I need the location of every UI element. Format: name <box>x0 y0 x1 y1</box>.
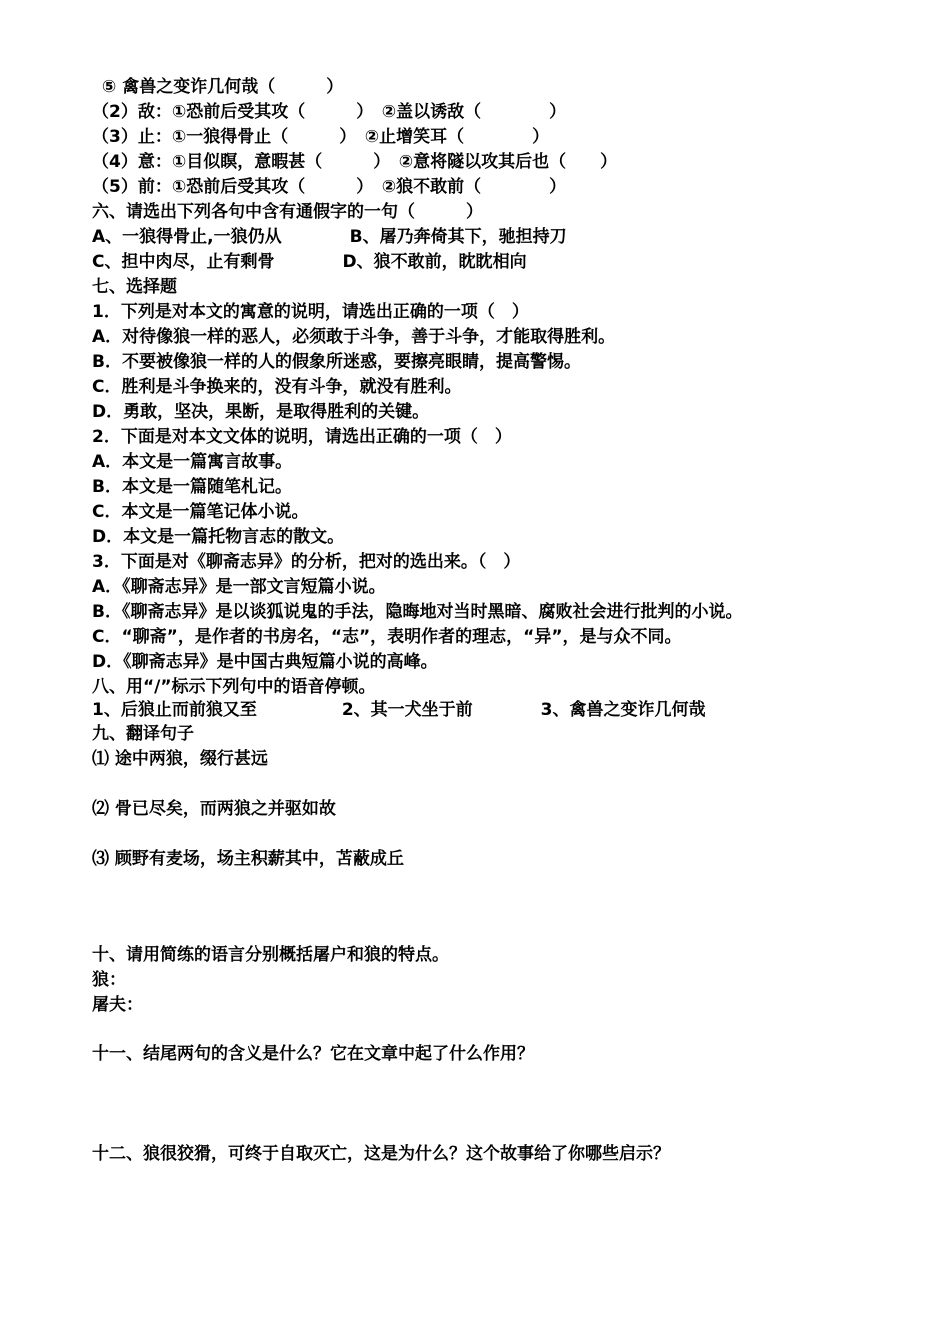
translate-sentence-2: ⑵ 骨已尽矣，而两狼之并驱如故 <box>92 799 336 819</box>
q3-option-b: B．《聊斋志异》是以谈狐说鬼的手法，隐晦地对当时黑暗、腐败社会进行批判的小说。 <box>92 602 743 622</box>
section-11-heading: 十一、结尾两句的含义是什么？它在文章中起了什么作用？ <box>92 1044 534 1064</box>
translate-sentence-1: ⑴ 途中两狼，缀行甚远 <box>92 749 268 769</box>
q2-option-d: D．本文是一篇托物言志的散文。 <box>92 527 345 547</box>
item-yi: （4）意：①目似瞑，意暇甚（ ） ②意将隧以攻其后也（ ） <box>92 152 618 172</box>
item-5-qinshou: ⑤ 禽兽之变诈几何哉（ ） <box>96 77 344 97</box>
wolf-label: 狼： <box>92 970 126 990</box>
section-6-options-cd: C、担中肉尽，止有剩骨 D、狼不敢前，眈眈相向 <box>92 252 527 272</box>
q2-option-b: B．本文是一篇随笔札记。 <box>92 477 292 497</box>
butcher-label: 屠夫： <box>92 995 143 1015</box>
q1-option-a: A．对待像狼一样的恶人，必须敢于斗争，善于斗争，才能取得胜利。 <box>92 327 616 347</box>
section-6-options-ab: A、一狼得骨止,一狼仍从 B、屠乃奔倚其下，驰担持刀 <box>92 227 567 247</box>
section-7-heading: 七、选择题 <box>92 277 177 297</box>
section-9-heading: 九、翻译句子 <box>92 724 194 744</box>
section-12-heading: 十二、狼很狡猾，可终于自取灭亡，这是为什么？这个故事给了你哪些启示？ <box>92 1144 670 1164</box>
q2-prompt: 2．下面是对本文文体的说明，请选出正确的一项（ ） <box>92 427 512 447</box>
q1-option-d: D．勇敢，坚决，果断，是取得胜利的关键。 <box>92 402 430 422</box>
q3-option-d: D．《聊斋志异》是中国古典短篇小说的高峰。 <box>92 652 438 672</box>
q1-option-c: C．胜利是斗争换来的，没有斗争，就没有胜利。 <box>92 377 462 397</box>
item-zhi: （3）止：①一狼得骨止（ ） ②止增笑耳（ ） <box>92 127 550 147</box>
q2-option-a: A．本文是一篇寓言故事。 <box>92 452 293 472</box>
section-10-heading: 十、请用简练的语言分别概括屠户和狼的特点。 <box>92 945 449 965</box>
q3-option-c: C．“聊斋”，是作者的书房名，“志”，表明作者的理志，“异”，是与众不同。 <box>92 627 682 647</box>
q3-option-a: A．《聊斋志异》是一部文言短篇小说。 <box>92 577 386 597</box>
item-qian: （5）前：①恐前后受其攻（ ） ②狼不敢前（ ） <box>92 177 567 197</box>
section-6-heading: 六、请选出下列各句中含有通假字的一句（ ） <box>92 202 483 222</box>
q1-option-b: B．不要被像狼一样的人的假象所迷惑，要擦亮眼睛，提高警惕。 <box>92 352 581 372</box>
q3-prompt: 3．下面是对《聊斋志异》的分析，把对的选出来。（ ） <box>92 552 521 572</box>
translate-sentence-3: ⑶ 顾野有麦场，场主积薪其中，苫蔽成丘 <box>92 849 404 869</box>
section-8-heading: 八、用“/”标示下列句中的语音停顿。 <box>92 677 376 697</box>
q1-prompt: 1．下列是对本文的寓意的说明，请选出正确的一项（ ） <box>92 302 529 322</box>
q2-option-c: C．本文是一篇笔记体小说。 <box>92 502 309 522</box>
section-8-sentences: 1、后狼止而前狼又至 2、其一犬坐于前 3、禽兽之变诈几何哉 <box>92 700 706 720</box>
item-di: （2）敌：①恐前后受其攻（ ） ②盖以诱敌（ ） <box>92 102 567 122</box>
